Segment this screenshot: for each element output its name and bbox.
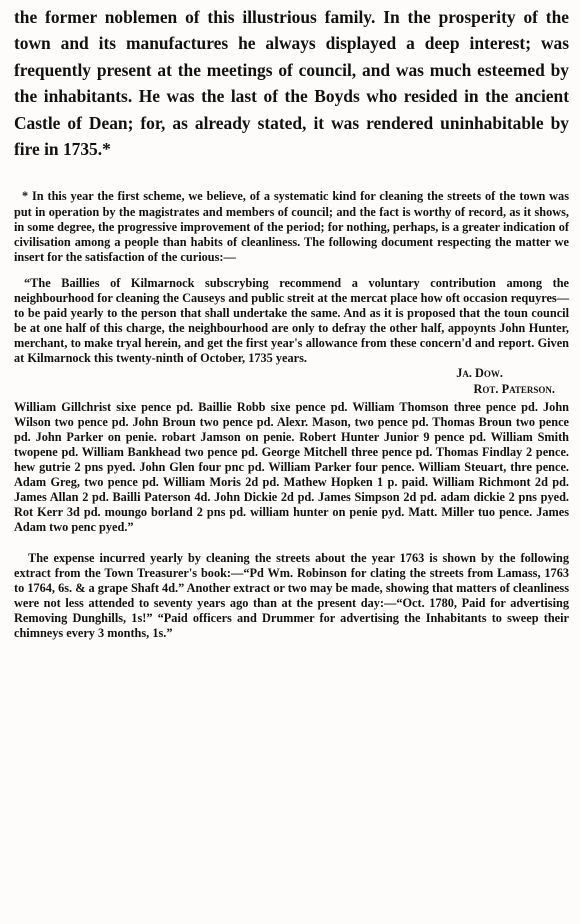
signature-paterson: Rot. Paterson. xyxy=(473,381,555,396)
signature-block xyxy=(14,366,569,396)
footnote-intro: * In this year the first scheme, we believe, of a systematic kind for cleaning the streets of the town was put in operation by the magistrates and members of council; and the fact is worthy of record, as it shows, in some degree, the progressive improvement of the period; for nothing, perhaps, is a greater indication of civilisation among a people than habits of cleanliness. The following document respecting the matter we insert for the satisfaction of the curious:— xyxy=(14,189,569,264)
signature-dow: Ja. Dow. xyxy=(456,366,503,381)
book-page xyxy=(14,4,569,641)
subscribers-list: William Gillchrist sixe pence pd. Baillie Robb sixe pence pd. William Thomson three pence pd. John Wilson two pence pd. John Broun two pence pd. Alexr. Mason, two pence pd. Thomas Broun two pence pd. John Parker on penie. robart Jamson on penie. Robert Hunter Junior 9 pence pd. William Smith twopene pd. William Bankhead two pence pd. George Mitchell three pence pd. Thomas Findlay 2 pence. hew gutrie 2 pns pyed. John Glen four pnc pd. William Parker four pence. William Steuart, thre pence. Adam Greg, two pence pd. William Moris 2d pd. Mathew Hopken 1 p. paid. William Richmont 2d pd. James Allan 2 pd. Bailli Paterson 4d. John Dickie 2d pd. James Simpson 2d pd. adam dickie 2 pns pyed. Rot Kerr 3d pd. moungo borland 2 pns pd. william hunter on penie pyd. Matt. Miller tuo pence. James Adam two penc pyed.” xyxy=(14,399,569,535)
footnote-quote: “The Baillies of Kilmarnock subscrybing recommend a voluntary contribution among the neighbourhood for cleaning the Causeys and public streit at the mercat place how oft occasion requyres—to be paid yearly to the person that shall undertake the same. And as it is proposed that the toun council be at one half of this charge, the neighbourhood are only to defray the other half, appoynts John Hunter, merchant, to make tryal herein, and get the first year's allowance from these concern'd and report. Given at Kilmarnock this twenty-ninth of October, 1735 years. xyxy=(14,275,569,366)
main-paragraph: the former noblemen of this illustrious family. In the prosperity of the town and its manufactures he always displayed a deep interest; was frequently present at the meetings of council, and was much esteemed by the inhabitants. He was the last of the Boyds who resided in the ancient Castle of Dean; for, as already stated, it was rendered uninhabitable by fire in 1735.* xyxy=(14,7,569,160)
expense-paragraph: The expense incurred yearly by cleaning the streets about the year 1763 is shown by the following extract from the Town Treasurer's book:—“Pd Wm. Robinson for clating the streets from Lamass, 1763 to 1764, 6s. & a grape Shaft 4d.” Another extract or two may be made, showing that matters of cleanliness were not less attended to seventy years ago than at the present day:—“Oct. 1780, Paid for advertising Removing Dunghills, 1s!” “Paid officers and Drummer for advertising the Inhabitants to sweep their chimneys every 3 months, 1s.” xyxy=(14,550,569,640)
